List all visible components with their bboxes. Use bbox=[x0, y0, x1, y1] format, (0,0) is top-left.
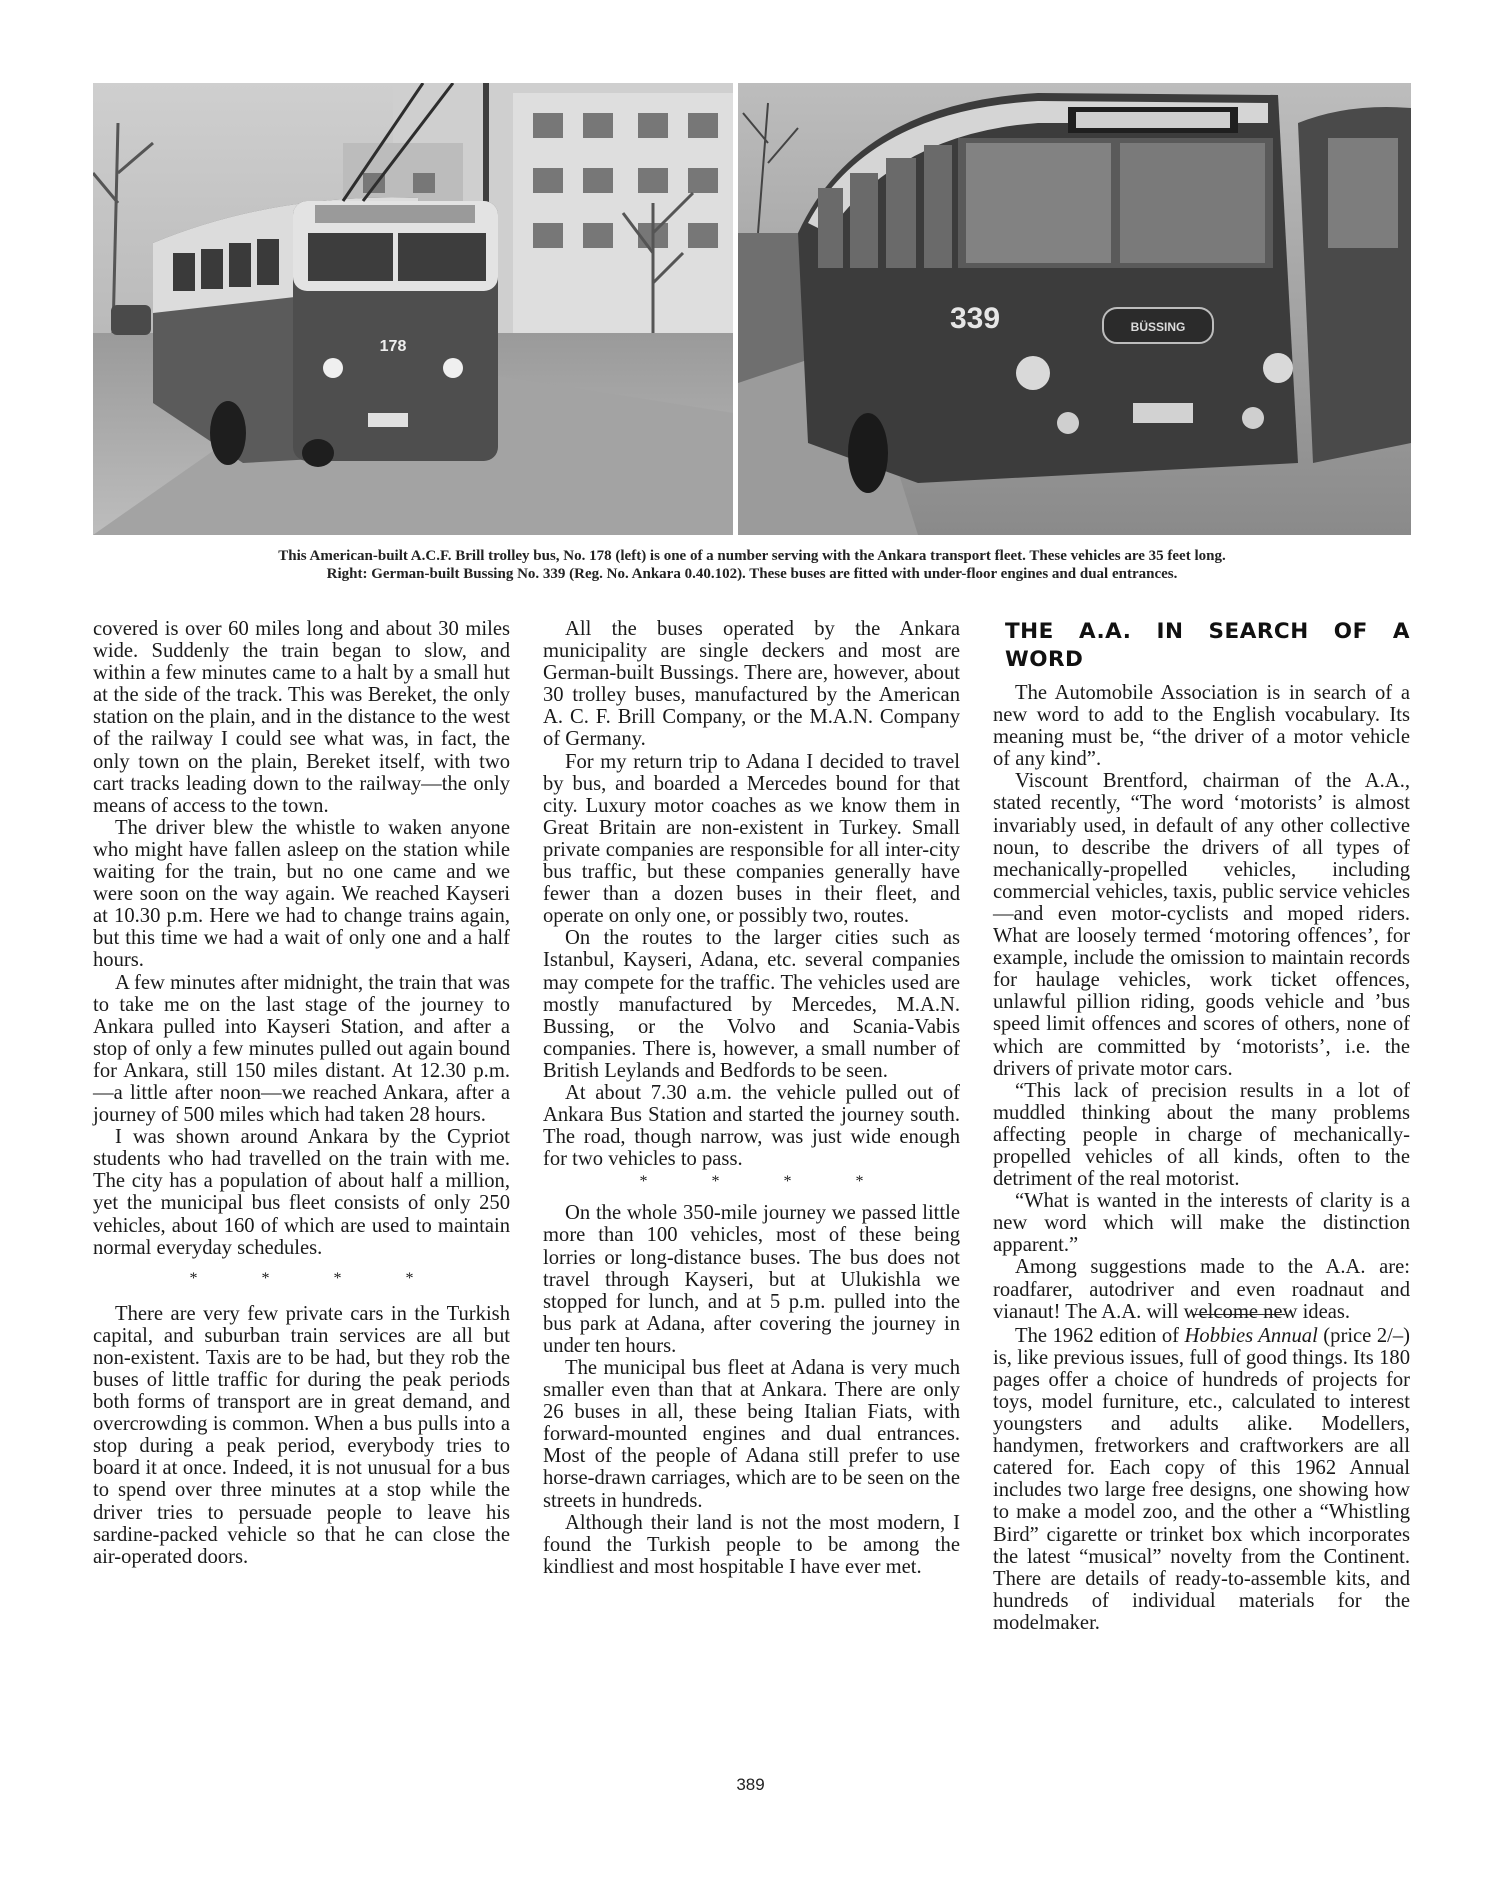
text-run: The 1962 edition of bbox=[1015, 1324, 1185, 1347]
article-column-3 bbox=[993, 618, 1410, 1634]
paragraph: On the whole 350-mile journey we passed little more than 100 vehicles, most of these being lorries or long-distance buses. The bus does not travel through Kayseri, but at Ulukishla we stopped for lunch, and at 5 p.m. pulled into the bus park at Adana, after covering the journey in under ten hours. bbox=[543, 1202, 960, 1357]
article-column-2 bbox=[543, 618, 960, 1578]
bus-fleet-number: 339 bbox=[950, 302, 1001, 335]
paragraph: A few minutes after midnight, the train that was to take me on the last stage of the journey to Ankara pulled into Kayseri Station, and after a stop of only a few minutes pulled out again bound for Ankara, still 150 miles distant. At 12.30 p.m.—a little after noon—we reached Ankara, after a journey of 500 miles which had taken 28 hours. bbox=[93, 971, 510, 1127]
paragraph: Among suggestions made to the A.A. are: roadfarer, autodriver and even roadnaut and vianaut! The A.A. will welcome new ideas. bbox=[993, 1256, 1410, 1323]
paragraph: The municipal bus fleet at Adana is very much smaller even than that at Ankara. There are only 26 buses in all, these being Italian Fiats, with forward-mounted engines and dual entrances. Most of the people of Adana still prefer to use horse-drawn carriages, which are to be seen on the streets in hundreds. bbox=[543, 1357, 960, 1512]
photo-caption bbox=[93, 547, 1411, 583]
paragraph: For my return trip to Adana I decided to travel by bus, and boarded a Mercedes bound for that city. Luxury motor coaches as we know them in Great Britain are non-existent in Turkey. Small private companies are responsible for all inter-city bus traffic, but these companies generally have fewer than a dozen buses in their fleet, and operate on only one, or possibly two, routes. bbox=[543, 750, 960, 928]
bus-fleet-number: 178 bbox=[379, 338, 407, 355]
paragraph: “What is wanted in the interests of clarity is a new word which will make the distinction apparent.” bbox=[993, 1190, 1410, 1257]
paragraph: All the buses operated by the Ankara municipality are single deckers and most are German-built Bussings. There are, however, about 30 trolley buses, manufactured by the American A. C. F. Brill Company, or the M.A.N. Company of Germany. bbox=[543, 618, 960, 751]
paragraph: covered is over 60 miles long and about 30 miles wide. Suddenly the train began to slow, and within a few minutes came to a halt by a small hut at the side of the track. This was Bereket, the only station on the plain, and in the distance to the west of the railway I could see what was, in fact, the only town on the plain, Bereket itself, with two cart tracks leading down to the railway—the only means of access to the town. bbox=[93, 618, 510, 817]
grille-badge: BÜSSING bbox=[1130, 320, 1186, 334]
paragraph: Although their land is not the most modern, I found the Turkish people to be among the kindliest and most hospitable I have ever met. bbox=[543, 1511, 960, 1578]
trolley-bus-illustration bbox=[93, 83, 733, 535]
publication-title: Hobbies Annual bbox=[1184, 1324, 1318, 1347]
section-break-stars: * * * * bbox=[639, 1173, 894, 1191]
paragraph: The Automobile Association is in search of a new word to add to the English vocabulary. Its meaning must be, “the driver of a motor vehicle of any kind”. bbox=[993, 682, 1410, 771]
article-column-1 bbox=[93, 618, 510, 1568]
caption-line-2: Right: German-built Bussing No. 339 (Reg. No. Ankara 0.40.102). These buses are fitted with under-floor engines and dual entrances. bbox=[326, 566, 1178, 582]
paragraph: “This lack of precision results in a lot of muddled thinking about the many problems affecting people in charge of mechanically-propelled vehicles of all kinds, often to the detriment of the real motorist. bbox=[993, 1079, 1410, 1191]
paragraph: I was shown around Ankara by the Cypriot students who had travelled on the train with me. The city has a population of about half a million, yet the municipal bus fleet consists of only 250 vehicles, about 160 of which are used to maintain normal everyday schedules. bbox=[93, 1126, 510, 1259]
paragraph bbox=[993, 1325, 1410, 1634]
bussing-bus-photo bbox=[738, 83, 1411, 535]
paragraph: On the routes to the larger cities such as Istanbul, Kayseri, Adana, etc. several companies may compete for the traffic. The vehicles used are mostly manufactured by Mercedes, M.A.N. Bussing, or the Volvo and Scania-Vabis companies. There is, however, a small number of British Leylands and Bedfords to be seen. bbox=[543, 927, 960, 1082]
trolley-bus-photo bbox=[93, 83, 733, 535]
caption-line-1: This American-built A.C.F. Brill trolley bus, No. 178 (left) is one of a number serving with the Ankara transport fleet. These vehicles are 35 feet long. bbox=[278, 548, 1226, 564]
paragraph: The driver blew the whistle to waken anyone who might have fallen asleep on the station while waiting for the train, but no one came and we were soon on the way again. We reached Kayseri at 10.30 p.m. Here we had to change trains again, but this time we had a wait of only one and a half hours. bbox=[93, 816, 510, 972]
section-break-stars: * * * * bbox=[189, 1269, 444, 1287]
bussing-bus-illustration bbox=[738, 83, 1411, 535]
text-run: (price 2/–) is, like previous issues, full of good things. Its 180 pages offer a choice of hundreds of projects for toys, model furniture, etc., calculated to interest youngsters and adults alike. Modellers, handymen, fretworkers and craftworkers are all catered for. Each copy of this 1962 Annual includes two large free designs, one showing how to make a model zoo, and the other a “Whistling Bird” cigarette or trinket box which incorporates the latest “musical” novelty from the Continent. There are details of ready-to-assemble kits, and hundreds of individual materials for the modelmaker. bbox=[993, 1324, 1410, 1634]
paragraph: There are very few private cars in the Turkish capital, and suburban train services are all but non-existent. Taxis are to be had, but they rob the buses of little traffic for during the peak periods both forms of transport are in great demand, and overcrowding is common. When a bus pulls into a stop during a peak period, everybody tries to board it at once. Indeed, it is not unusual for a bus to spend over three minutes at a stop while the driver tries to persuade people to leave his sardine-packed vehicle so that he can close the air-operated doors. bbox=[93, 1302, 510, 1568]
page-number: 389 bbox=[736, 1775, 765, 1794]
section-heading: THE A.A. IN SEARCH OF A WORD bbox=[1005, 619, 1410, 672]
paragraph: Viscount Brentford, chairman of the A.A., stated recently, “The word ‘motorists’ is almost invariably used, in default of any other collective noun, to describe the drivers of all types of mechanically-propelled vehicles, including commercial vehicles, taxis, public service vehicles—and even motor-cyclists and moped riders. What are loosely termed ‘motoring offences’, for example, include the omission to maintain records for haulage vehicles, work ticket offences, unlawful pillion riding, goods vehicle and ’bus speed limit offences and scores of others, none of which are committed by ‘motorists’, i.e. the drivers of private motor cars. bbox=[993, 770, 1410, 1080]
paragraph: At about 7.30 a.m. the vehicle pulled out of Ankara Bus Station and started the journey south. The road, though narrow, was just wide enough for two vehicles to pass. bbox=[543, 1081, 960, 1171]
